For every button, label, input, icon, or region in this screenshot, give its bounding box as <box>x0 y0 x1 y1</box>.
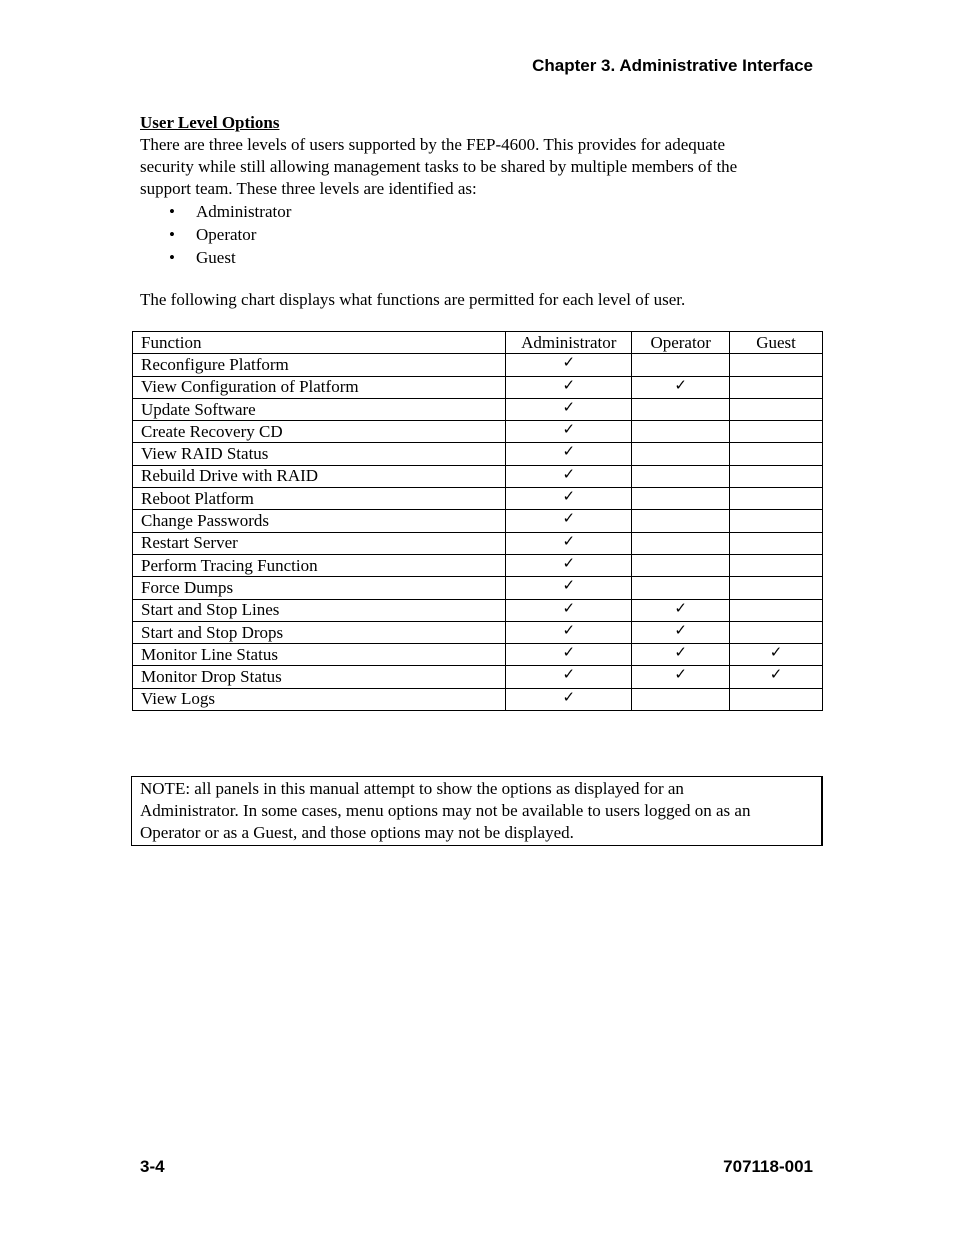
table-row <box>133 621 823 643</box>
function-cell: View Logs <box>133 688 506 710</box>
header-function: Function <box>133 332 506 354</box>
operator-permission-cell <box>632 532 730 554</box>
function-cell: Change Passwords <box>133 510 506 532</box>
administrator-permission-cell <box>506 398 632 420</box>
guest-permission-cell <box>730 621 823 643</box>
permissions-table <box>132 331 823 711</box>
checkmark-icon: ✓ <box>562 375 576 394</box>
function-cell: Monitor Drop Status <box>133 666 506 688</box>
guest-permission-cell <box>730 688 823 710</box>
guest-permission-cell <box>730 532 823 554</box>
checkmark-icon: ✓ <box>562 397 576 416</box>
note-line: Administrator. In some cases, menu options may not be available to users logged on as an <box>140 801 751 820</box>
table-row <box>133 644 823 666</box>
intro-line: support team. These three levels are identified as: <box>140 179 477 198</box>
administrator-permission-cell <box>506 443 632 465</box>
operator-permission-cell <box>632 554 730 576</box>
bullet-icon: • <box>169 225 175 244</box>
administrator-permission-cell <box>506 421 632 443</box>
section-title: User Level Options <box>140 113 280 132</box>
header-operator: Operator <box>632 332 730 354</box>
administrator-permission-cell <box>506 510 632 532</box>
administrator-permission-cell <box>506 621 632 643</box>
administrator-permission-cell <box>506 488 632 510</box>
page-number: 3-4 <box>140 1157 165 1176</box>
list-item <box>140 246 820 269</box>
guest-permission-cell <box>730 577 823 599</box>
main-content <box>140 112 820 311</box>
operator-permission-cell <box>632 577 730 599</box>
level-label: Guest <box>196 248 236 267</box>
administrator-permission-cell <box>506 666 632 688</box>
checkmark-icon: ✓ <box>562 420 576 439</box>
operator-permission-cell <box>632 465 730 487</box>
permissions-table-body <box>133 354 823 711</box>
intro-paragraph <box>140 134 820 200</box>
checkmark-icon: ✓ <box>674 598 687 617</box>
table-row <box>133 421 823 443</box>
chart-intro: The following chart displays what functions are permitted for each level of user. <box>140 290 686 309</box>
user-levels-list <box>140 200 820 269</box>
function-cell: Restart Server <box>133 532 506 554</box>
table-row <box>133 599 823 621</box>
administrator-permission-cell <box>506 465 632 487</box>
guest-permission-cell <box>730 421 823 443</box>
guest-permission-cell <box>730 354 823 376</box>
operator-permission-cell <box>632 644 730 666</box>
function-cell: Start and Stop Lines <box>133 599 506 621</box>
table-header-row <box>133 332 823 354</box>
guest-permission-cell <box>730 644 823 666</box>
table-row <box>133 666 823 688</box>
checkmark-icon: ✓ <box>674 375 687 394</box>
table-row <box>133 532 823 554</box>
checkmark-icon: ✓ <box>562 487 576 506</box>
table-row <box>133 554 823 576</box>
administrator-permission-cell <box>506 354 632 376</box>
function-cell: Perform Tracing Function <box>133 554 506 576</box>
administrator-permission-cell <box>506 644 632 666</box>
checkmark-icon: ✓ <box>769 665 783 684</box>
operator-permission-cell <box>632 421 730 443</box>
guest-permission-cell <box>730 398 823 420</box>
table-row <box>133 398 823 420</box>
checkmark-icon: ✓ <box>562 576 576 595</box>
table-row <box>133 443 823 465</box>
note-line: Operator or as a Guest, and those options may not be displayed. <box>140 823 574 842</box>
header-guest: Guest <box>730 332 823 354</box>
bullet-icon: • <box>169 202 175 221</box>
function-cell: View Configuration of Platform <box>133 376 506 398</box>
function-cell: Reconfigure Platform <box>133 354 506 376</box>
level-label: Operator <box>196 225 257 244</box>
checkmark-icon: ✓ <box>562 598 576 617</box>
administrator-permission-cell <box>506 532 632 554</box>
function-cell: Monitor Line Status <box>133 644 506 666</box>
function-cell: Create Recovery CD <box>133 421 506 443</box>
guest-permission-cell <box>730 599 823 621</box>
bullet-icon: • <box>169 248 175 267</box>
operator-permission-cell <box>632 443 730 465</box>
header-administrator: Administrator <box>506 332 632 354</box>
administrator-permission-cell <box>506 554 632 576</box>
administrator-permission-cell <box>506 599 632 621</box>
checkmark-icon: ✓ <box>674 620 687 639</box>
table-row <box>133 465 823 487</box>
guest-permission-cell <box>730 666 823 688</box>
checkmark-icon: ✓ <box>562 464 576 483</box>
table-row <box>133 510 823 532</box>
intro-line: security while still allowing management tasks to be shared by multiple members of the <box>140 157 738 176</box>
function-cell: Update Software <box>133 398 506 420</box>
guest-permission-cell <box>730 465 823 487</box>
function-cell: Force Dumps <box>133 577 506 599</box>
operator-permission-cell <box>632 621 730 643</box>
checkmark-icon: ✓ <box>562 509 576 528</box>
operator-permission-cell <box>632 354 730 376</box>
operator-permission-cell <box>632 398 730 420</box>
level-label: Administrator <box>196 202 292 221</box>
checkmark-icon: ✓ <box>562 531 576 550</box>
checkmark-icon: ✓ <box>562 553 576 572</box>
administrator-permission-cell <box>506 577 632 599</box>
table-row <box>133 577 823 599</box>
function-cell: Reboot Platform <box>133 488 506 510</box>
intro-line: There are three levels of users supported by the FEP-4600. This provides for adequate <box>140 135 726 154</box>
administrator-permission-cell <box>506 376 632 398</box>
guest-permission-cell <box>730 554 823 576</box>
note-line: NOTE: all panels in this manual attempt to show the options as displayed for an <box>140 779 684 798</box>
document-number: 707118-001 <box>723 1157 813 1176</box>
list-item <box>140 200 820 223</box>
checkmark-icon: ✓ <box>562 620 576 639</box>
checkmark-icon: ✓ <box>562 643 576 662</box>
checkmark-icon: ✓ <box>674 665 687 684</box>
guest-permission-cell <box>730 443 823 465</box>
operator-permission-cell <box>632 599 730 621</box>
guest-permission-cell <box>730 488 823 510</box>
checkmark-icon: ✓ <box>562 353 576 372</box>
checkmark-icon: ✓ <box>562 665 576 684</box>
list-item <box>140 223 820 246</box>
operator-permission-cell <box>632 666 730 688</box>
chapter-header: Chapter 3. Administrative Interface <box>532 56 813 75</box>
checkmark-icon: ✓ <box>562 687 576 706</box>
guest-permission-cell <box>730 510 823 532</box>
function-cell: Start and Stop Drops <box>133 621 506 643</box>
operator-permission-cell <box>632 488 730 510</box>
table-row <box>133 376 823 398</box>
operator-permission-cell <box>632 510 730 532</box>
note-box <box>131 776 823 846</box>
administrator-permission-cell <box>506 688 632 710</box>
operator-permission-cell <box>632 376 730 398</box>
checkmark-icon: ✓ <box>769 643 783 662</box>
operator-permission-cell <box>632 688 730 710</box>
guest-permission-cell <box>730 376 823 398</box>
table-row <box>133 488 823 510</box>
function-cell: View RAID Status <box>133 443 506 465</box>
checkmark-icon: ✓ <box>562 442 576 461</box>
table-row <box>133 354 823 376</box>
function-cell: Rebuild Drive with RAID <box>133 465 506 487</box>
checkmark-icon: ✓ <box>674 643 687 662</box>
table-row <box>133 688 823 710</box>
